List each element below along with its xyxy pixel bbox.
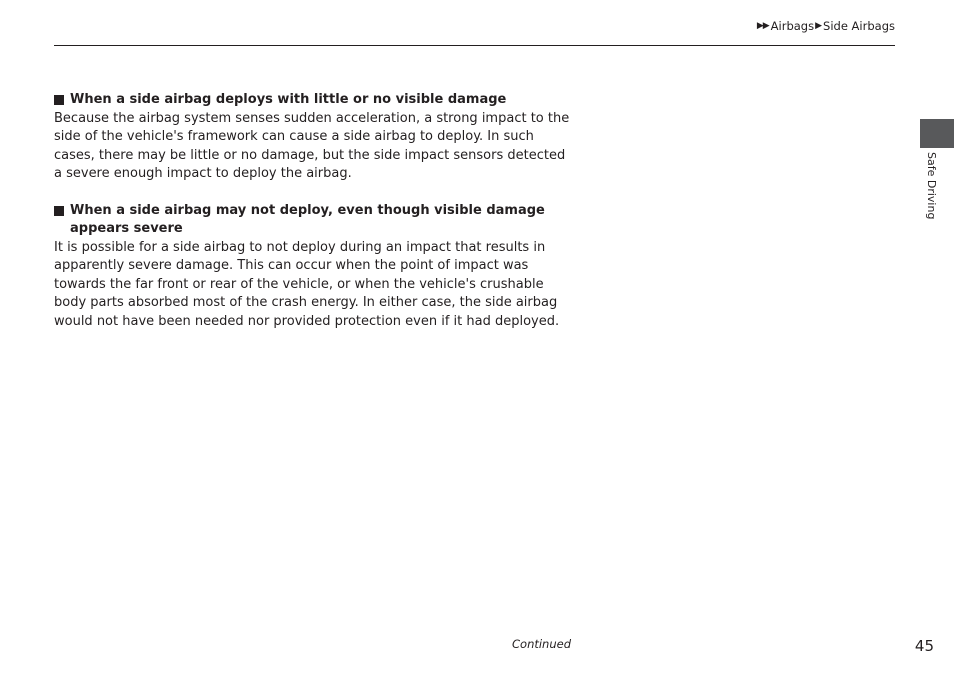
header-divider: [54, 45, 895, 46]
section-tab-label: Safe Driving: [925, 152, 938, 220]
page-number: 45: [914, 637, 934, 655]
square-bullet-icon: [54, 206, 64, 216]
breadcrumb-item-airbags[interactable]: Airbags: [770, 19, 815, 33]
square-bullet-icon: [54, 95, 64, 105]
section-body: Because the airbag system senses sudden acceleration, a strong impact to the side of the vehicle's framework can cause a side airbag to deploy. In such cases, there may be little or no damage, but the side impact sensors detected a severe enough impact to deploy the airbag.: [54, 110, 570, 181]
section-heading-text: When a side airbag deploys with little or no visible damage: [70, 92, 507, 107]
arrow-icon: ▶: [815, 21, 822, 31]
section-tab-marker: [920, 119, 954, 148]
section-little-damage: [54, 91, 574, 184]
continued-label: Continued: [512, 637, 572, 651]
section-body: It is possible for a side airbag to not deploy during an impact that results in apparently severe damage. This can occur when the point of impact was towards the far front or rear of the vehicle, or when the vehicle's crushable body parts absorbed most of the crash energy. In either case, the side airbag would not have been needed nor provided protection even if it had deployed.: [54, 239, 560, 329]
section-may-not-deploy: [54, 202, 574, 332]
main-content: [54, 91, 574, 331]
double-arrow-icon: ▶▶: [756, 21, 769, 31]
section-heading: [54, 91, 574, 110]
breadcrumb-item-side-airbags[interactable]: Side Airbags: [823, 19, 895, 33]
breadcrumb: [757, 19, 895, 33]
section-heading-text: When a side airbag may not deploy, even though visible damage appears severe: [70, 202, 545, 236]
section-heading: [54, 202, 574, 239]
